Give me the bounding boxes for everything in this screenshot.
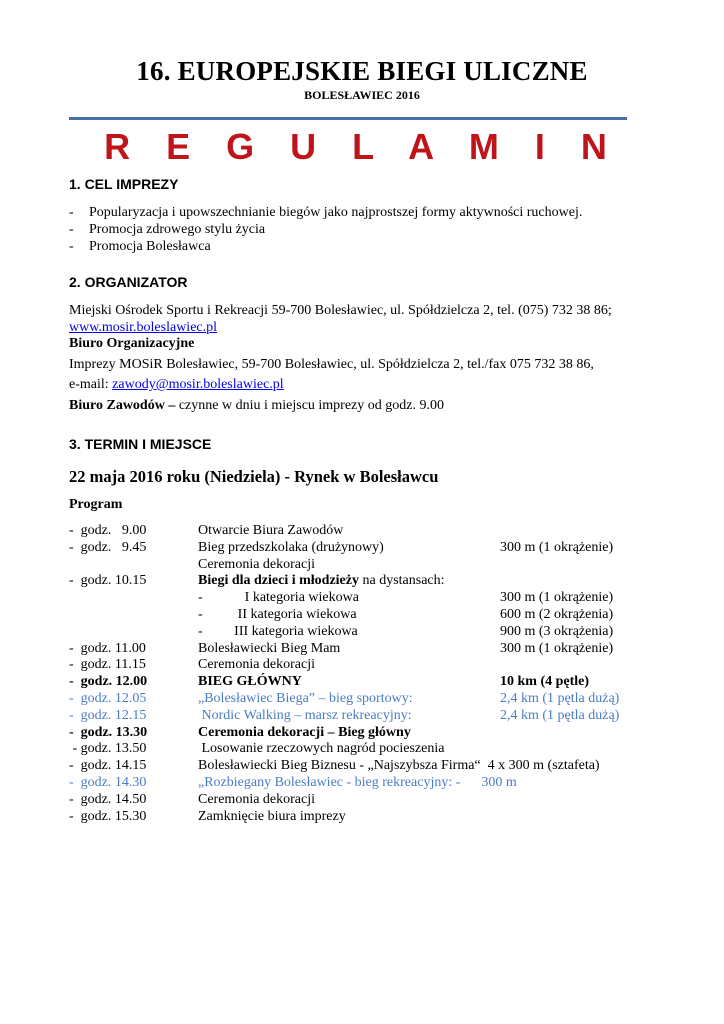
list-dash: -	[69, 239, 74, 254]
program-row	[0, 674, 724, 691]
program-event: - I kategoria wiekowa	[198, 590, 359, 606]
program-time: - godz. 11.00	[69, 640, 146, 656]
email-link[interactable]: zawody@mosir.boleslawiec.pl	[112, 377, 284, 392]
program-row	[0, 523, 724, 540]
program-row	[0, 741, 724, 758]
program-event-bold: Biegi dla dzieci i młodzieży	[198, 573, 359, 589]
program-label: Program	[69, 497, 123, 512]
program-time: - godz. 9.45	[69, 539, 147, 555]
program-event: - II kategoria wiekowa	[198, 607, 357, 622]
program-time: - godz. 12.05	[69, 691, 147, 706]
program-event: Otwarcie Biura Zawodów	[198, 523, 344, 538]
program-row	[0, 775, 724, 792]
program-row	[0, 809, 724, 826]
program-time: - godz. 9.00	[69, 523, 147, 538]
section-heading-organizator: 2. ORGANIZATOR	[69, 274, 188, 290]
program-row	[0, 573, 724, 590]
section-heading-termin: 3. TERMIN I MIEJSCE	[69, 436, 212, 452]
biuro-zawodow-row	[69, 398, 444, 414]
list-item-text: Promocja zdrowego stylu życia	[89, 222, 266, 237]
program-event: - III kategoria wiekowa	[198, 623, 358, 639]
event-date-place: 22 maja 2016 roku (Niedziela) - Rynek w Bolesławcu	[69, 467, 439, 486]
biuro-organizacyjne-address: Imprezy MOSiR Bolesławiec, 59-700 Bolesławiec, ul. Spółdzielcza 2, tel./fax 075 732 38 86,	[69, 357, 594, 372]
program-time: - godz. 14.50	[69, 791, 147, 807]
list-item	[69, 239, 211, 255]
program-time: - godz. 12.15	[69, 707, 147, 723]
program-distance: 300 m (1 okrążenie)	[500, 590, 614, 606]
program-row	[0, 725, 724, 742]
program-event: Bolesławiecki Bieg Mam	[198, 640, 341, 656]
program-distance: 10 km (4 pętle)	[500, 674, 590, 690]
document-title: 16. EUROPEJSKIE BIEGI ULICZNE	[136, 56, 588, 86]
list-item	[69, 222, 265, 238]
list-item-text: Popularyzacja i upowszechnianie biegów jako najprostszej formy aktywności ruchowej.	[89, 205, 583, 220]
program-event: Ceremonia dekoracji – Bieg główny	[198, 724, 411, 740]
email-row	[69, 377, 284, 393]
list-dash: -	[69, 205, 74, 220]
section-heading-cel: 1. CEL IMPREZY	[69, 176, 179, 192]
list-item-text: Promocja Bolesławca	[89, 239, 211, 254]
program-distance: 2,4 km (1 pętla dużą)	[500, 707, 620, 723]
program-row	[0, 792, 724, 809]
program-row	[0, 691, 724, 708]
program-row	[0, 607, 724, 624]
list-item	[69, 205, 582, 221]
program-event: Zamknięcie biura imprezy	[198, 808, 346, 824]
program-event: „Rozbiegany Bolesławiec - bieg rekreacyjny: - 300 m	[198, 775, 517, 790]
program-distance: 600 m (2 okrążenia)	[500, 607, 614, 622]
biuro-zawodow-text: czynne w dniu i miejscu imprezy od godz. 9.00	[175, 398, 444, 413]
program-event: Nordic Walking – marsz rekreacyjny:	[198, 707, 412, 723]
program-distance: 2,4 km (1 pętla dużą)	[500, 691, 620, 706]
program-event: Ceremonia dekoracji	[198, 791, 316, 807]
program-event: Ceremonia dekoracji	[198, 657, 316, 673]
program-event: Losowanie rzeczowych nagród pocieszenia	[198, 741, 445, 757]
program-time: - godz. 11.15	[69, 657, 146, 673]
biuro-organizacyjne-label: Biuro Organizacyjne	[69, 336, 195, 351]
program-time: - godz. 13.50	[69, 741, 147, 757]
email-prefix: e-mail:	[69, 377, 113, 392]
program-row	[0, 557, 724, 574]
program-row	[0, 624, 724, 641]
title-divider	[69, 117, 627, 120]
website-link[interactable]: www.mosir.boleslawiec.pl	[69, 320, 218, 335]
organizer-website-row	[69, 320, 217, 336]
document-subtitle: BOLESŁAWIEC 2016	[304, 88, 420, 102]
program-event: „Bolesławiec Biega” – bieg sportowy:	[198, 691, 413, 706]
program-event-rest: na dystansach:	[358, 573, 445, 589]
program-row	[0, 657, 724, 674]
program-event	[198, 573, 445, 589]
program-time: - godz. 12.00	[69, 674, 148, 690]
program-row	[0, 590, 724, 607]
program-row	[0, 540, 724, 557]
program-time: - godz. 14.30	[69, 775, 147, 790]
list-dash: -	[69, 222, 74, 237]
program-time: - godz. 10.15	[69, 573, 147, 589]
program-event: Bieg przedszkolaka (drużynowy)	[198, 539, 384, 555]
program-event: Bolesławiecki Bieg Biznesu - „Najszybsza Firma“ 4 x 300 m (sztafeta)	[198, 758, 600, 774]
program-time: - godz. 15.30	[69, 808, 147, 824]
regulamin-heading: R E G U L A M I N	[104, 126, 620, 167]
program-distance: 900 m (3 okrążenia)	[500, 623, 614, 639]
program-event: BIEG GŁÓWNY	[198, 674, 302, 690]
program-distance: 300 m (1 okrążenie)	[500, 640, 614, 656]
program-time: - godz. 14.15	[69, 758, 147, 774]
program-row	[0, 758, 724, 775]
program-distance: 300 m (1 okrążenie)	[500, 539, 614, 555]
program-event: Ceremonia dekoracji	[198, 556, 316, 572]
program-time: - godz. 13.30	[69, 724, 148, 740]
biuro-zawodow-label: Biuro Zawodów –	[69, 398, 176, 413]
program-row	[0, 641, 724, 658]
organizer-address: Miejski Ośrodek Sportu i Rekreacji 59-700 Bolesławiec, ul. Spółdzielcza 2, tel. (075) 732 38 86;	[69, 303, 612, 318]
program-row	[0, 708, 724, 725]
